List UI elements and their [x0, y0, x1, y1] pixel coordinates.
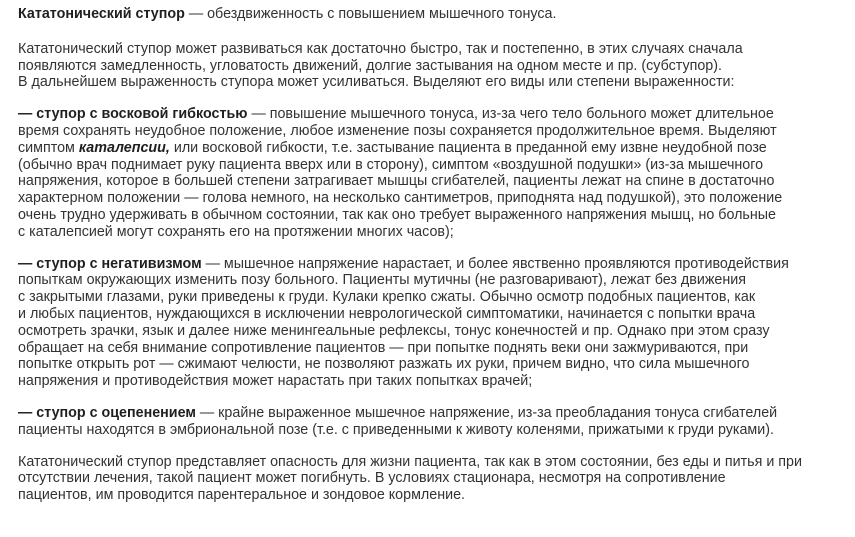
- waxy-text: или восковой гибкости, т.е. застывание пациента в преданной ему извне неудобной позе: [169, 139, 767, 156]
- waxy-line: (обычно врач поднимает руку пациента вверх или в сторону), симптом «воздушной подушки» (из-за мышечного: [18, 156, 764, 173]
- overview-line: Кататонический ступор может развиваться как достаточно быстро, так и постепенно, в этих случаях сначала: [18, 40, 743, 57]
- term-torpor: — ступор с оцепенением: [18, 404, 196, 421]
- term-catatonic-stupor: Кататонический ступор: [18, 6, 185, 22]
- torpor-text: — крайне выраженное мышечное напряжение, из-за преобладания тонуса сгибателей: [195, 404, 778, 421]
- danger-paragraph: [18, 454, 848, 504]
- waxy-line: напряжения, которое в большей степени затрагивает мышцы сгибателей, пациенты лежат на спине в достаточно: [18, 173, 775, 190]
- waxy-line: характерном положении — голова немного, на несколько сантиметров, приподнята над подушкой), это положение: [18, 190, 783, 207]
- waxy-line: с каталепсией могут сохранять его на протяжении многих часов);: [18, 223, 454, 240]
- overview-line: появляются замедленность, угловатость движений, долгие застывания на одном месте и пр. (субступор).: [18, 57, 722, 74]
- waxy-line: [18, 140, 848, 157]
- danger-line: отсутствии лечения, такой пациент может погибнуть. В условиях стационара, несмотря на сопротивление: [18, 470, 726, 487]
- negativism-line: [18, 256, 848, 273]
- negativism-line: и любых пациентов, нуждающихся в исключении неврологической симптоматики, начинается с попытки врача: [18, 305, 756, 322]
- waxy-line: [18, 106, 848, 123]
- negativism-line: попыткам окружающих изменить позу больного. Пациенты мутичны (не разговаривают), лежат без движения: [18, 272, 746, 289]
- term-negativism: — ступор с негативизмом: [18, 255, 202, 272]
- torpor-line: [18, 405, 848, 422]
- torpor-line: пациенты находятся в эмбриональной позе (т.е. с приведенными к животу коленями, прижатыми к груди руками).: [18, 421, 774, 438]
- waxy-text: — повышение мышечного тонуса, из-за чего тело больного может длительное: [247, 106, 774, 123]
- definition-text: — обездвиженность с повышением мышечного тонуса.: [184, 6, 557, 22]
- negativism-line: осмотреть зрачки, язык и далее ниже менингеальные рефлексы, тонус конечностей и пр. Однако при этом сразу: [18, 322, 770, 339]
- waxy-text: симптом: [18, 139, 79, 156]
- definition-paragraph: [18, 6, 848, 23]
- negativism-paragraph: [18, 256, 848, 390]
- negativism-line: обращает на себя внимание сопротивление пациентов — при попытке поднять веки они зажмуриваются, при: [18, 339, 749, 356]
- waxy-flexibility-paragraph: [18, 106, 848, 240]
- term-waxy-flexibility: — ступор с восковой гибкостью: [18, 106, 248, 123]
- waxy-line: время сохранять неудобное положение, любое изменение позы сохраняется продолжительное время. Выделяют: [18, 122, 777, 139]
- article-body: [18, 6, 848, 519]
- overview-line: В дальнейшем выраженность ступора может усиливаться. Выделяют его виды или степени выраженности:: [18, 74, 735, 91]
- danger-line: Кататонический ступор представляет опасность для жизни пациента, так как в этом состоянии, без еды и питья и при: [18, 453, 802, 470]
- waxy-line: очень трудно удерживать в обычном состоянии, так как оно требует выраженного напряжения мышц, но больные: [18, 206, 776, 223]
- negativism-text: — мышечное напряжение нарастает, и более явственно проявляются противодействия: [201, 255, 789, 272]
- danger-line: пациентов, им проводится парентеральное и зондовое кормление.: [18, 487, 466, 504]
- negativism-line: напряжения и противодействия может нарастать при таких попытках врачей;: [18, 373, 533, 390]
- torpor-paragraph: [18, 405, 848, 439]
- term-catalepsy: каталепсии,: [78, 139, 170, 156]
- definition-line: [18, 6, 848, 23]
- negativism-line: с закрытыми глазами, руки приведены к груди. Кулаки крепко сжаты. Обычно осмотр подобных пациентов, как: [18, 289, 756, 306]
- negativism-line: попытке открыть рот — сжимают челюсти, не позволяют разжать их руки, причем видно, что сила мышечного: [18, 356, 750, 373]
- overview-paragraph: [18, 41, 848, 91]
